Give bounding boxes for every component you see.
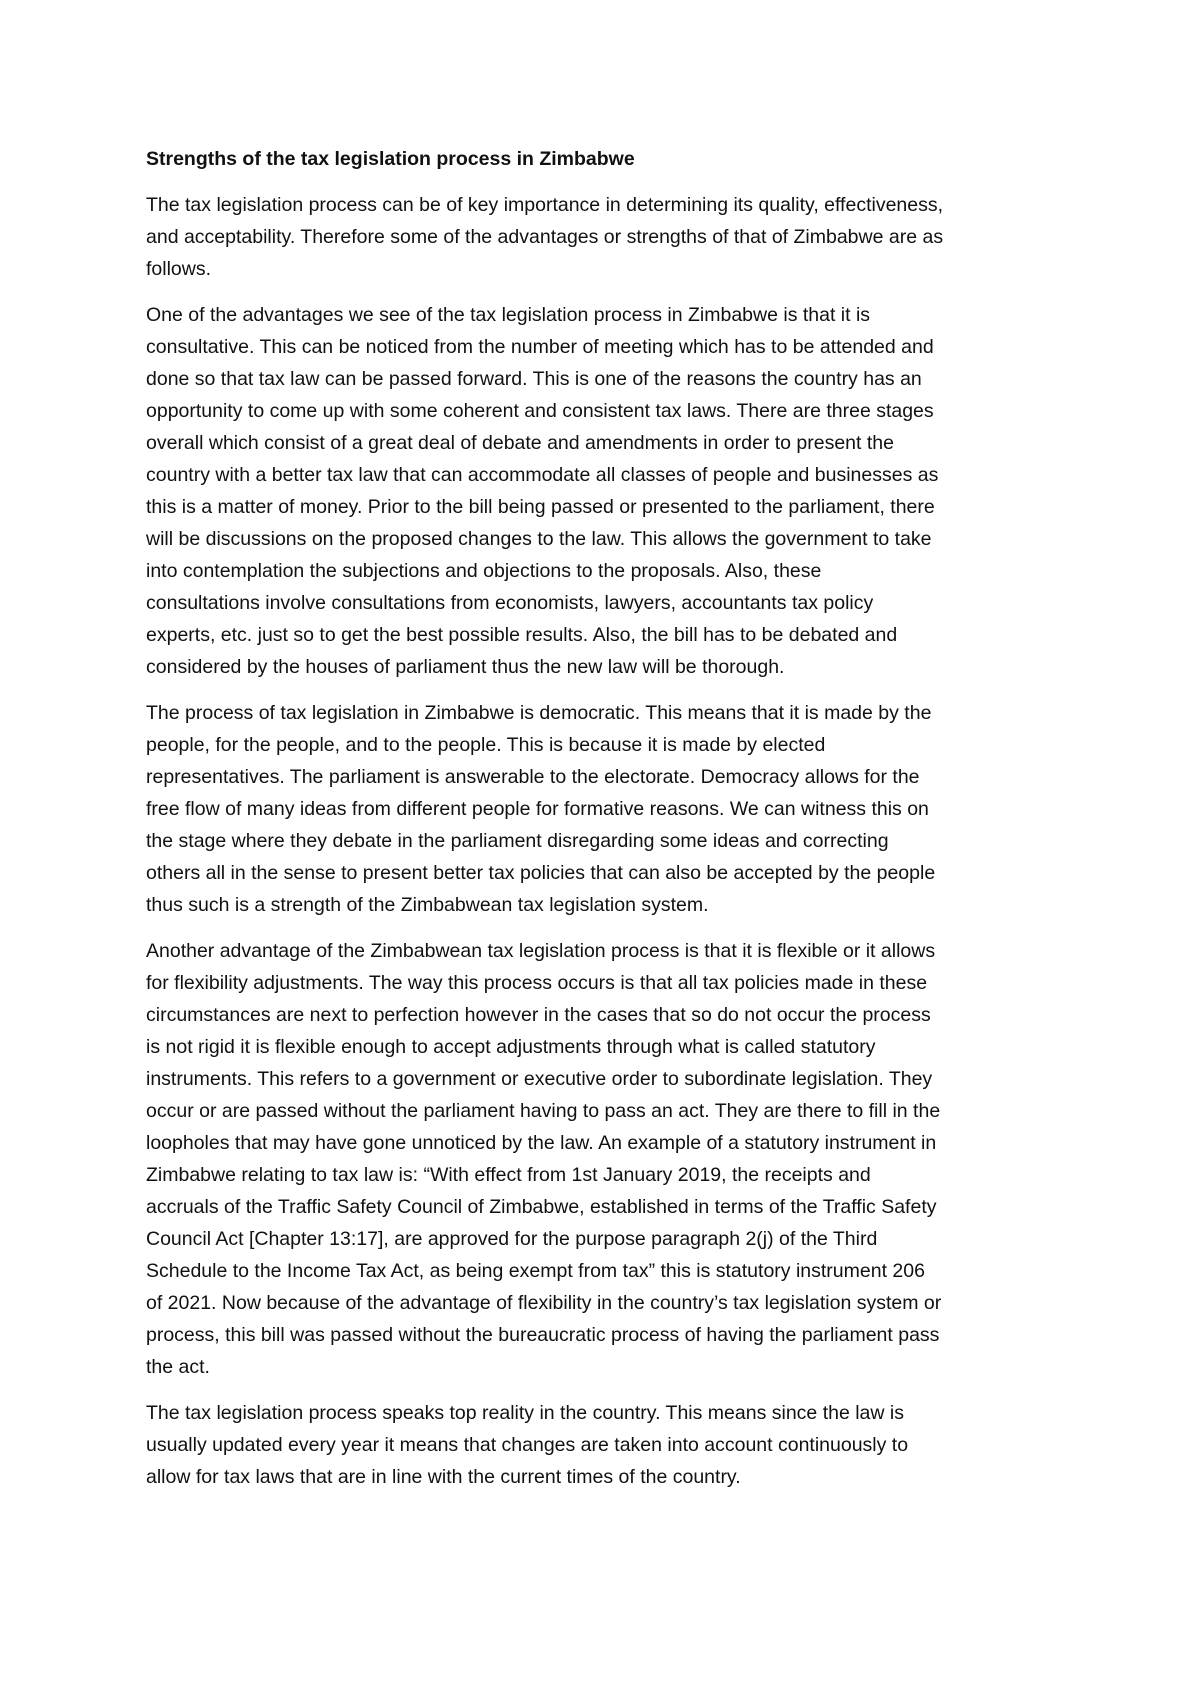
paragraph-line: occur or are passed without the parliament having to pass an act. They are there to fill in the (146, 1100, 941, 1122)
paragraph-line: The tax legislation process speaks top reality in the country. This means since the law is (146, 1402, 904, 1424)
paragraph-line: circumstances are next to perfection however in the cases that so do not occur the process (146, 1004, 931, 1026)
paragraph-line: consultations involve consultations from economists, lawyers, accountants tax policy (146, 592, 874, 614)
paragraph-line: process, this bill was passed without the bureaucratic process of having the parliament pass (146, 1324, 940, 1346)
paragraph-line: is not rigid it is flexible enough to accept adjustments through what is called statutory (146, 1036, 876, 1058)
paragraph-line: will be discussions on the proposed changes to the law. This allows the government to take (146, 528, 932, 550)
paragraph-line: accruals of the Traffic Safety Council of Zimbabwe, established in terms of the Traffic Safety (146, 1196, 937, 1218)
paragraph-line: Zimbabwe relating to tax law is: “With effect from 1st January 2019, the receipts and (146, 1164, 871, 1186)
paragraph-line: representatives. The parliament is answerable to the electorate. Democracy allows for the (146, 766, 920, 788)
paragraph-line: into contemplation the subjections and objections to the proposals. Also, these (146, 560, 822, 582)
paragraph-line: thus such is a strength of the Zimbabwean tax legislation system. (146, 894, 709, 916)
paragraph-flexible (146, 935, 1066, 1383)
paragraph-line: done so that tax law can be passed forward. This is one of the reasons the country has an (146, 368, 922, 390)
paragraph-reality (146, 1397, 1066, 1493)
paragraph-line: The tax legislation process can be of key importance in determining its quality, effectiveness, (146, 194, 944, 216)
paragraph-line: experts, etc. just so to get the best possible results. Also, the bill has to be debated and (146, 624, 898, 646)
paragraph-line: of 2021. Now because of the advantage of flexibility in the country’s tax legislation system or (146, 1292, 942, 1314)
paragraph-line: considered by the houses of parliament thus the new law will be thorough. (146, 656, 785, 678)
paragraph-line: opportunity to come up with some coherent and consistent tax laws. There are three stages (146, 400, 934, 422)
paragraph-line: the act. (146, 1356, 210, 1378)
paragraph-line: Schedule to the Income Tax Act, as being exempt from tax” this is statutory instrument 206 (146, 1260, 925, 1282)
paragraph-line: people, for the people, and to the people. This is because it is made by elected (146, 734, 826, 756)
paragraph-line: instruments. This refers to a government or executive order to subordinate legislation. They (146, 1068, 933, 1090)
paragraph-intro (146, 189, 1066, 285)
paragraph-line: free flow of many ideas from different people for formative reasons. We can witness this on (146, 798, 929, 820)
document-page (146, 143, 1066, 1507)
paragraph-line: Council Act [Chapter 13:17], are approved for the purpose paragraph 2(j) of the Third (146, 1228, 878, 1250)
paragraph-line: loopholes that may have gone unnoticed by the law. An example of a statutory instrument in (146, 1132, 937, 1154)
paragraph-line: usually updated every year it means that changes are taken into account continuously to (146, 1434, 909, 1456)
paragraph-line: overall which consist of a great deal of debate and amendments in order to present the (146, 432, 894, 454)
paragraph-line: The process of tax legislation in Zimbabwe is democratic. This means that it is made by the (146, 702, 932, 724)
paragraph-line: for flexibility adjustments. The way this process occurs is that all tax policies made in these (146, 972, 928, 994)
paragraph-line: follows. (146, 258, 212, 280)
document-title: Strengths of the tax legislation process in Zimbabwe (146, 148, 635, 170)
paragraph-line: others all in the sense to present better tax policies that can also be accepted by the people (146, 862, 936, 884)
paragraph-democratic (146, 697, 1066, 921)
paragraph-line: and acceptability. Therefore some of the advantages or strengths of that of Zimbabwe are as (146, 226, 944, 248)
paragraph-line: allow for tax laws that are in line with the current times of the country. (146, 1466, 741, 1488)
paragraph-line: consultative. This can be noticed from the number of meeting which has to be attended and (146, 336, 934, 358)
paragraph-consultative (146, 299, 1066, 683)
paragraph-line: this is a matter of money. Prior to the bill being passed or presented to the parliament, there (146, 496, 935, 518)
paragraph-line: One of the advantages we see of the tax legislation process in Zimbabwe is that it is (146, 304, 871, 326)
paragraph-line: Another advantage of the Zimbabwean tax legislation process is that it is flexible or it allows (146, 940, 936, 962)
paragraph-line: the stage where they debate in the parliament disregarding some ideas and correcting (146, 830, 889, 852)
paragraph-line: country with a better tax law that can accommodate all classes of people and businesses as (146, 464, 939, 486)
